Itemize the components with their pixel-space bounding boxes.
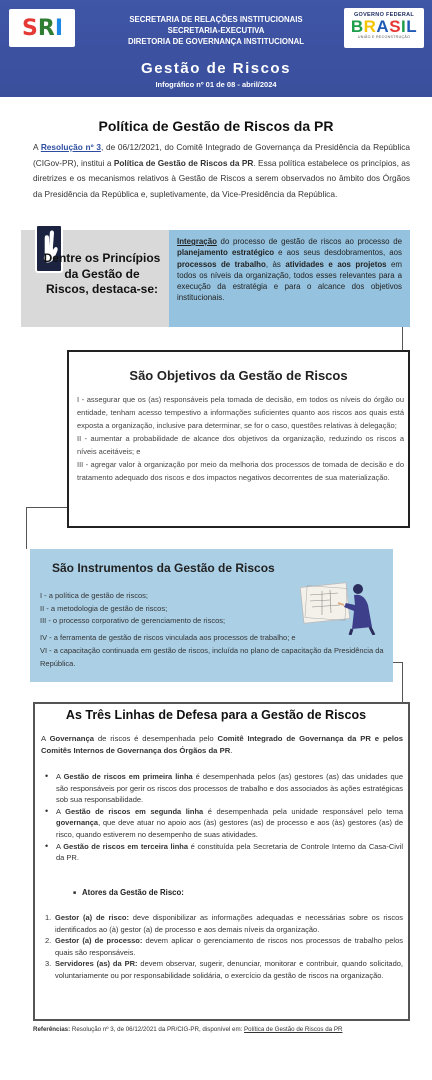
primeira-linha-item <box>45 771 403 806</box>
linhas-bold: Gestão de riscos em segunda linha <box>65 806 204 816</box>
references-text: Resolução nº 3, de 06/12/2021 da PR/CIG-PR, disponível em: <box>70 1026 245 1033</box>
politica-link[interactable]: Política de Gestão de Riscos da PR <box>244 1026 343 1033</box>
instrumentos-list <box>40 590 385 670</box>
segunda-linha-item <box>45 806 403 841</box>
header-line-1: SECRETARIA DE RELAÇÕES INSTITUCIONAIS <box>129 15 303 24</box>
linhas-text: A <box>56 841 64 851</box>
politica-intro <box>33 140 410 202</box>
gov-logo-top: GOVERNO FEDERAL <box>353 12 415 18</box>
linhas-bold: Gestão de riscos em terceira linha <box>63 841 189 851</box>
principio-text: em todos os níveis da organização, todos esses relevantes para a execução da estratégia e para o alcance dos objetivos institucionais. <box>177 259 403 303</box>
intro-bold: Política de Gestão de Riscos da PR <box>113 157 254 168</box>
linhas-bold: Comitê Integrado de Governança da PR e pelos Comitês Internos de Governança dos Órgãos da PR <box>41 734 403 756</box>
atores-title: ■ Atores da Gestão de Risco: <box>73 888 184 897</box>
sri-logo-letter-s: S <box>22 15 37 41</box>
connector-line <box>393 662 403 702</box>
ator-desc: deve disponibilizar as informações adequadas e necessárias sobre os riscos identificados ao (à) gestor (a) de processo e aos demais níveis da organização. <box>55 913 403 934</box>
principio-bold: planejamento estratégico <box>177 248 275 258</box>
linhas-defesa-title: As Três Linhas de Defesa para a Gestão de Riscos <box>65 708 367 722</box>
references-label: Referências: <box>33 1026 71 1033</box>
resolucao-link[interactable]: Resolução nº 3 <box>40 142 101 152</box>
references <box>33 1026 423 1033</box>
terceira-linha-item <box>45 841 403 864</box>
objetivo-item: I - assegurar que os (as) responsáveis pela tomada de decisão, em todos os níveis do órgão ou entidade, tenham acesso tempestivo a informações suficientes quanto aos riscos aos quais está exposta a organização, inclusive para determinar, se for o caso, questões relativas à delegação; <box>77 395 404 430</box>
instrumento-item: VI - a capacitação continuada em gestão de riscos, incluída no plano de capacitação da Presidência da República. <box>40 645 384 668</box>
objetivos-list <box>77 393 404 484</box>
sri-logo-letter-i: I <box>54 15 62 41</box>
linhas-bold: Governança <box>49 734 94 743</box>
ator-item <box>45 958 403 981</box>
ator-name: Gestor (a) de processo: <box>55 936 143 946</box>
gov-federal-logo <box>344 8 424 48</box>
linhas-text: A <box>56 806 66 816</box>
linhas-defesa-intro <box>41 733 403 758</box>
intro-text: , de 06/12/2021, do Comitê Integrado de Governança da Presidência da República (CIGov-PR), institui a <box>33 142 410 168</box>
linhas-defesa-list <box>45 771 403 864</box>
instrumento-item: II - a metodologia de gestão de riscos; <box>40 603 168 613</box>
page-title: Gestão de Riscos <box>141 60 291 77</box>
linhas-text: . <box>230 746 233 756</box>
ator-number: 3. <box>45 959 52 969</box>
ator-name: Gestor (a) de risco: <box>55 913 129 922</box>
sri-logo-letter-r: R <box>37 15 54 41</box>
objetivo-item: II - aumentar a probabilidade de alcance dos objetivos da organização, reduzindo os riscos a níveis aceitáveis; e <box>77 434 404 456</box>
ator-name: Servidores (as) da PR: <box>55 959 138 969</box>
atores-list <box>45 912 403 982</box>
gov-logo-brand: BRASIL <box>350 17 418 36</box>
principio-integracao: Integração <box>177 237 217 246</box>
intro-text: . Essa política estabelece os princípios, as diretrizes e os mecanismos relativos à Gestão de Riscos a serem observados no âmbito dos Órgãos da Presidência da República e, supletivamente, da Vice-Presidência da República. <box>33 157 411 199</box>
principio-text: e aos seus desdobramentos, aos <box>274 248 403 258</box>
connector-line <box>26 507 67 549</box>
instrumento-item: I - a política de gestão de riscos; <box>40 591 148 600</box>
header-line-3: DIRETORIA DE GOVERNANÇA INSTITUCIONAL <box>127 37 304 46</box>
header-org-lines <box>100 14 332 47</box>
ator-number: 1. <box>45 913 52 922</box>
ator-desc: devem observar, sugerir, denunciar, monitorar e contribuir, quando solicitado, voluntariamente ou por responsabilidade solidária, o exercício da gestão de riscos na organização. <box>55 959 404 980</box>
linhas-bold: governança <box>56 818 99 828</box>
gov-logo-bottom: UNIÃO E RECONSTRUÇÃO <box>357 35 411 39</box>
ator-item <box>45 912 403 935</box>
principio-text: , às <box>265 259 286 269</box>
linhas-text: A <box>41 734 50 743</box>
intro-text: A <box>33 142 41 152</box>
linhas-text: A <box>56 772 64 781</box>
principio-bold: processos de trabalho <box>177 259 266 269</box>
header-line-2: SECRETARIA-EXECUTIVA <box>167 26 265 35</box>
linhas-text: é constituída pela Secretaria de Controle Interno da Casa-Civil da PR. <box>56 841 403 863</box>
page-subtitle: Infográfico nº 01 de 08 - abril/2024 <box>155 80 277 89</box>
linhas-bold: Gestão de riscos em primeira linha <box>63 772 193 781</box>
ator-number: 2. <box>45 936 52 946</box>
principio-text: do processo de gestão de riscos ao processo de <box>216 237 402 246</box>
instrumento-item: IV - a ferramenta de gestão de riscos vinculada aos processos de trabalho; e <box>40 633 296 643</box>
instrumento-item: III - o processo corporativo de gerenciamento de riscos; <box>40 616 226 626</box>
sri-logo <box>9 9 75 47</box>
principios-label: Dentre os Princípios da Gestão de Riscos, destaca-se: <box>43 251 161 296</box>
principio-bold: atividades e aos projetos <box>285 259 387 269</box>
ator-desc: devem aplicar o gerenciamento de riscos nos processos de trabalho pelos quais são responsáveis. <box>55 936 403 957</box>
linhas-text: de riscos é desempenhada pelo <box>94 734 218 743</box>
objetivos-title: São Objetivos da Gestão de Riscos <box>129 368 348 383</box>
linhas-text: é desempenhada pelos (as) gestores (as) das unidades que são responsáveis por gerir os riscos dos processos de trabalho e dos associados às ações estratégicas sob sua responsabilidade. <box>56 772 403 805</box>
principios-text <box>169 230 410 327</box>
objetivo-item: III - agregar valor à organização por meio da melhoria dos processos de tomada de decisão e do tratamento adequado dos riscos e dos impactos negativos decorrentes de sua materialização. <box>77 460 404 482</box>
connector-line <box>327 327 403 350</box>
linhas-text: é desempenhada pela unidade responsável pelo tema <box>203 806 403 816</box>
objetivos-box <box>67 350 410 528</box>
ator-item <box>45 935 403 958</box>
linhas-text: , que deve atuar no apoio aos (às) gestores (as) de processo e aos (às) gestores (as) de risco, quando estiverem no desempenho de suas atividades. <box>56 818 403 839</box>
instrumentos-title: São Instrumentos da Gestão de Riscos <box>52 561 275 575</box>
politica-title: Política de Gestão de Riscos da PR <box>98 118 334 134</box>
